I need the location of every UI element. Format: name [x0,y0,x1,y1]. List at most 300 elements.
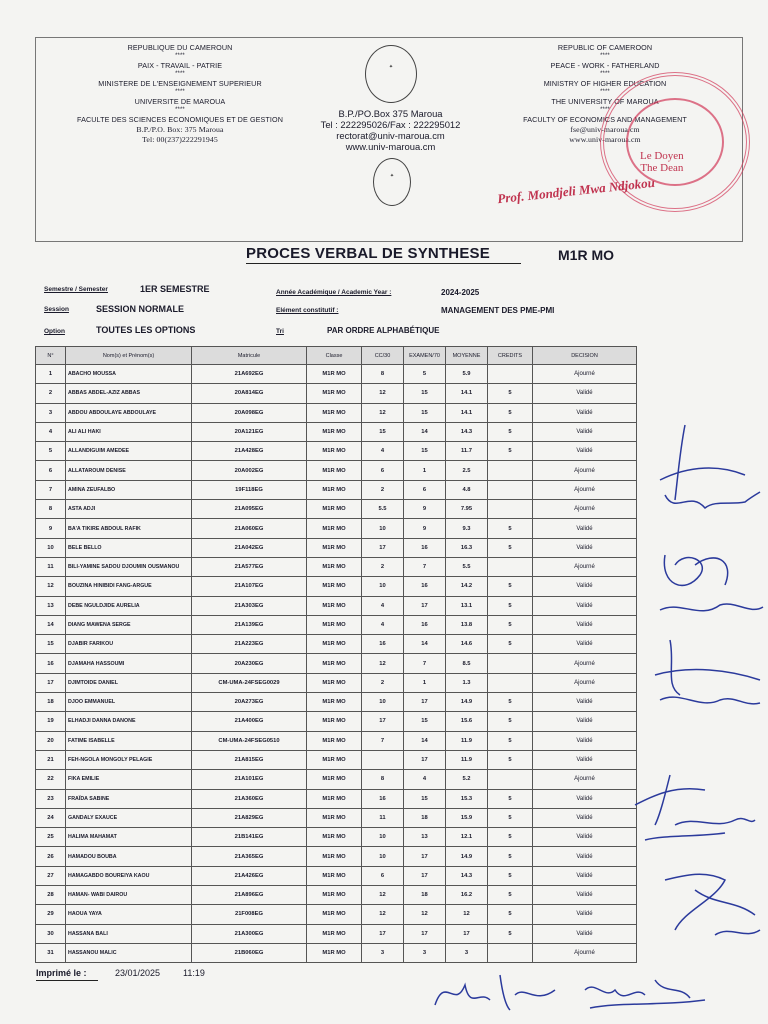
exam-score: 3 [404,943,446,962]
col-matricule-header: Matricule [192,347,307,365]
classe: M1R MO [307,500,362,519]
cc-score: 16 [362,789,404,808]
table-row [36,654,637,673]
option-label: Option [44,328,65,335]
exam-score: 15 [404,442,446,461]
element-label-wrap [276,307,338,314]
average: 15.3 [446,789,488,808]
classe: M1R MO [307,886,362,905]
cc-score: 12 [362,403,404,422]
handwritten-signature-4 [625,765,760,845]
exam-score: 14 [404,731,446,750]
credits: 5 [488,905,533,924]
decision: Ajourné [533,557,637,576]
grades-table [35,346,637,963]
matricule: 20A273EG [192,693,307,712]
option-value-wrap [96,325,195,335]
decision: Validé [533,615,637,634]
student-name: DJABIR FARIKOU [66,635,192,654]
credits [488,654,533,673]
matricule: 21A896EG [192,886,307,905]
row-number: 23 [36,789,66,808]
exam-score: 14 [404,635,446,654]
row-number: 21 [36,750,66,769]
cc-score: 16 [362,635,404,654]
matricule: 21B141EG [192,828,307,847]
university-en: THE UNIVERSITY OF MAROUA [551,97,659,106]
row-number: 6 [36,461,66,480]
credits: 5 [488,577,533,596]
student-name: ALLANDIGUIM AMEDEE [66,442,192,461]
row-number: 11 [36,557,66,576]
stars-separator: **** [175,71,185,77]
table-row [36,731,637,750]
row-number: 17 [36,673,66,692]
matricule: 21A095EG [192,500,307,519]
stamp-dean-text [640,150,684,174]
credits [488,500,533,519]
exam-score: 12 [404,905,446,924]
student-name: DIANG MAWENA SERGE [66,615,192,634]
row-number: 10 [36,538,66,557]
col-moyenne-header: MOYENNE [446,347,488,365]
credits: 5 [488,384,533,403]
classe: M1R MO [307,442,362,461]
classe: M1R MO [307,577,362,596]
cc-score: 6 [362,461,404,480]
average: 9.3 [446,519,488,538]
classe: M1R MO [307,924,362,943]
student-name: HAMAGABDO BOUREIYA KAOU [66,866,192,885]
cc-score: 15 [362,422,404,441]
credits [488,943,533,962]
exam-score: 17 [404,847,446,866]
handwritten-signature-6 [430,965,560,1015]
classe: M1R MO [307,808,362,827]
center-postal-box: B.P./PO.Box 375 Maroua [338,108,443,119]
decision: Ajourné [533,500,637,519]
printed-label: Imprimé le : [36,968,87,978]
website-en: www.univ-maroua.cm [569,135,641,144]
table-row [36,789,637,808]
credits: 5 [488,847,533,866]
stars-separator: **** [600,107,610,113]
handwritten-signature-1 [650,420,768,520]
printed-time: 11:19 [183,968,205,978]
classe: M1R MO [307,789,362,808]
table-row [36,384,637,403]
average: 14.1 [446,403,488,422]
credits: 5 [488,731,533,750]
matricule: 21A060EG [192,519,307,538]
average: 11.7 [446,442,488,461]
matricule: 21A815EG [192,750,307,769]
cc-score: 17 [362,924,404,943]
credits: 5 [488,519,533,538]
student-name: ASTA ADJI [66,500,192,519]
decision: Validé [533,403,637,422]
col-number-header: N° [36,347,66,365]
decision: Validé [533,693,637,712]
student-name: FIKA EMILIE [66,770,192,789]
average: 2.5 [446,461,488,480]
matricule: 20A121EG [192,422,307,441]
average: 14.2 [446,577,488,596]
table-header-row [36,347,637,365]
matricule: 21A360EG [192,789,307,808]
table-row [36,808,637,827]
decision: Ajourné [533,943,637,962]
decision: Validé [533,596,637,615]
student-name: AMINA ZEUFALBO [66,480,192,499]
credits: 5 [488,866,533,885]
exam-score: 16 [404,615,446,634]
average: 4.8 [446,480,488,499]
row-number: 16 [36,654,66,673]
decision: Validé [533,538,637,557]
student-name: DJOO EMMANUEL [66,693,192,712]
table-row [36,712,637,731]
credits: 5 [488,635,533,654]
credits: 5 [488,712,533,731]
matricule: 21A577EG [192,557,307,576]
decision: Validé [533,886,637,905]
average: 12.1 [446,828,488,847]
average: 13.1 [446,596,488,615]
exam-score: 17 [404,924,446,943]
credits: 5 [488,403,533,422]
decision: Validé [533,866,637,885]
cc-score: 5.5 [362,500,404,519]
country-name-en: REPUBLIC OF CAMEROON [557,43,653,52]
average: 14.1 [446,384,488,403]
row-number: 13 [36,596,66,615]
handwritten-signature-7 [580,970,710,1015]
row-number: 30 [36,924,66,943]
classe: M1R MO [307,847,362,866]
cc-score: 8 [362,365,404,384]
tri-value: PAR ORDRE ALPHABÉTIQUE [327,326,440,335]
matricule: CM-UMA-24FSEG0510 [192,731,307,750]
average: 14.9 [446,847,488,866]
cc-score: 17 [362,712,404,731]
row-number: 29 [36,905,66,924]
row-number: 31 [36,943,66,962]
classe: M1R MO [307,596,362,615]
classe: M1R MO [307,615,362,634]
row-number: 9 [36,519,66,538]
decision: Validé [533,750,637,769]
decision: Validé [533,712,637,731]
matricule: 21A428EG [192,442,307,461]
student-name: BELE BELLO [66,538,192,557]
row-number: 24 [36,808,66,827]
student-name: DEBE NGULDJIDE AURELIA [66,596,192,615]
exam-score: 17 [404,750,446,769]
stars-separator: **** [175,89,185,95]
class-code: M1R MO [558,247,614,263]
cc-score: 10 [362,847,404,866]
matricule: 20A098EG [192,403,307,422]
classe: M1R MO [307,750,362,769]
table-row [36,943,637,962]
faculty-logo: ✦ [373,158,411,206]
cc-score [362,750,404,769]
annee-label: Année Académique / Academic Year : [276,289,392,296]
annee-label-wrap [276,289,391,296]
option-label-wrap [44,328,65,335]
credits [488,673,533,692]
decision: Ajourné [533,480,637,499]
dean-signature: Prof. Mondjeli Mwa Ndjokou [496,174,656,207]
matricule: 21A300EG [192,924,307,943]
decision: Validé [533,442,637,461]
classe: M1R MO [307,943,362,962]
decision: Validé [533,384,637,403]
exam-score: 7 [404,654,446,673]
cc-score: 4 [362,615,404,634]
student-name: BILI-YAMINE SADOU DJOUMIN OUSMANOU [66,557,192,576]
email-en: fse@univ-maroua.cm [570,125,640,134]
matricule: 21B060EG [192,943,307,962]
decision: Validé [533,789,637,808]
decision: Validé [533,847,637,866]
stars-separator: **** [600,71,610,77]
annee-value-wrap [441,288,479,297]
table-row [36,635,637,654]
faculty-en: FACULTY OF ECONOMICS AND MANAGEMENT [523,115,687,124]
table-row [36,886,637,905]
average: 14.3 [446,422,488,441]
classe: M1R MO [307,480,362,499]
table-row [36,480,637,499]
row-number: 20 [36,731,66,750]
decision: Ajourné [533,365,637,384]
decision: Validé [533,731,637,750]
student-name: ABBAS ABDEL-AZIZ ABBAS [66,384,192,403]
table-row [36,461,637,480]
table-row [36,828,637,847]
average: 17 [446,924,488,943]
classe: M1R MO [307,693,362,712]
table-row [36,500,637,519]
decision: Validé [533,828,637,847]
session-label-wrap [44,306,69,313]
university-logo: ✦ [365,45,417,103]
session-label: Session [44,306,69,313]
average: 15.6 [446,712,488,731]
classe: M1R MO [307,403,362,422]
ministry-en: MINISTRY OF HIGHER EDUCATION [543,79,667,88]
classe: M1R MO [307,635,362,654]
matricule: 21A829EG [192,808,307,827]
stamp-line-fr: Le Doyen [640,150,684,162]
tri-label: Tri [276,328,284,335]
center-phone-fax: Tel : 222295026/Fax : 222295012 [320,119,461,130]
average: 11.9 [446,731,488,750]
exam-score: 9 [404,519,446,538]
credits [488,480,533,499]
university-fr: UNIVERSITE DE MAROUA [134,97,226,106]
decision: Validé [533,422,637,441]
table-row [36,673,637,692]
row-number: 1 [36,365,66,384]
row-number: 3 [36,403,66,422]
row-number: 4 [36,422,66,441]
exam-score: 18 [404,808,446,827]
average: 14.6 [446,635,488,654]
credits: 5 [488,924,533,943]
credits: 5 [488,442,533,461]
classe: M1R MO [307,731,362,750]
center-website: www.univ-maroua.cm [345,141,436,152]
average: 11.9 [446,750,488,769]
row-number: 26 [36,847,66,866]
motto-en: PEACE - WORK - FATHERLAND [550,61,660,70]
cc-score: 12 [362,654,404,673]
handwritten-signature-3 [650,635,765,720]
faculty-fr: FACULTE DES SCIENCES ECONOMIQUES ET DE GESTION [76,115,284,124]
student-name: HALIMA MAHAMAT [66,828,192,847]
header-center-contact [308,108,473,152]
classe: M1R MO [307,770,362,789]
table-row [36,615,637,634]
col-cc-header: CC/30 [362,347,404,365]
credits: 5 [488,422,533,441]
credits: 5 [488,615,533,634]
student-name: FEH-NGOLA MONGOLY PELAGIE [66,750,192,769]
exam-score: 15 [404,384,446,403]
exam-score: 1 [404,673,446,692]
row-number: 22 [36,770,66,789]
exam-score: 17 [404,596,446,615]
row-number: 19 [36,712,66,731]
decision: Ajourné [533,654,637,673]
average: 13.8 [446,615,488,634]
cc-score: 7 [362,731,404,750]
matricule: 21A042EG [192,538,307,557]
row-number: 15 [36,635,66,654]
student-name: ELHADJI DANNA DANONE [66,712,192,731]
classe: M1R MO [307,905,362,924]
credits [488,557,533,576]
semestre-value-wrap [140,284,210,294]
col-classe-header: Classe [307,347,362,365]
table-row [36,866,637,885]
table-row [36,538,637,557]
credits: 5 [488,596,533,615]
row-number: 2 [36,384,66,403]
ministry-fr: MINISTERE DE L'ENSEIGNEMENT SUPERIEUR [98,79,262,88]
session-value: SESSION NORMALE [96,304,185,314]
exam-score: 15 [404,403,446,422]
credits: 5 [488,828,533,847]
stars-separator: **** [600,53,610,59]
student-name: HAMADOU BOUBA [66,847,192,866]
exam-score: 17 [404,866,446,885]
country-name-fr: REPUBLIQUE DU CAMEROUN [127,43,233,52]
average: 1.3 [446,673,488,692]
exam-score: 14 [404,422,446,441]
decision: Ajourné [533,770,637,789]
row-number: 12 [36,577,66,596]
matricule: 21A107EG [192,577,307,596]
matricule: 21A426EG [192,866,307,885]
row-number: 25 [36,828,66,847]
table-row [36,770,637,789]
student-name: GANDALY EXAUCE [66,808,192,827]
table-row [36,924,637,943]
average: 3 [446,943,488,962]
stars-separator: **** [600,89,610,95]
classe: M1R MO [307,538,362,557]
row-number: 14 [36,615,66,634]
classe: M1R MO [307,712,362,731]
decision: Validé [533,924,637,943]
row-number: 5 [36,442,66,461]
classe: M1R MO [307,654,362,673]
student-name: DJIMTOIDE DANIEL [66,673,192,692]
annee-value: 2024-2025 [441,288,480,297]
cc-score: 2 [362,673,404,692]
classe: M1R MO [307,866,362,885]
element-value: MANAGEMENT DES PME-PMI [441,306,555,315]
exam-score: 16 [404,538,446,557]
exam-score: 15 [404,712,446,731]
matricule: 21F008EG [192,905,307,924]
col-credits-header: CREDITS [488,347,533,365]
average: 8.5 [446,654,488,673]
document-title: PROCES VERBAL DE SYNTHESE [246,245,490,262]
postal-box-fr: B.P./P.O. Box: 375 Maroua [136,125,224,134]
student-name: FRAÏDA SABINE [66,789,192,808]
exam-score: 15 [404,789,446,808]
table-row [36,596,637,615]
student-name: HASSANA BALI [66,924,192,943]
table-row [36,847,637,866]
classe: M1R MO [307,422,362,441]
classe: M1R MO [307,828,362,847]
credits [488,365,533,384]
average: 16.3 [446,538,488,557]
classe: M1R MO [307,519,362,538]
student-name: BA'A TIKIRE ABDOUL RAFIK [66,519,192,538]
average: 5.9 [446,365,488,384]
tri-label-wrap [276,328,284,335]
average: 7.95 [446,500,488,519]
semestre-value: 1ER SEMESTRE [140,284,210,294]
exam-score: 9 [404,500,446,519]
decision: Validé [533,635,637,654]
exam-score: 7 [404,557,446,576]
classe: M1R MO [307,673,362,692]
student-name: ABACHO MOUSSA [66,365,192,384]
matricule: 21A139EG [192,615,307,634]
credits [488,461,533,480]
center-email: rectorat@univ-maroua.cm [336,130,445,141]
cc-score: 4 [362,442,404,461]
handwritten-signature-5 [655,860,765,950]
exam-score: 13 [404,828,446,847]
header-left-block [60,42,300,145]
credits: 5 [488,886,533,905]
row-number: 28 [36,886,66,905]
table-row [36,442,637,461]
classe: M1R MO [307,365,362,384]
table-row [36,422,637,441]
decision: Validé [533,519,637,538]
credits: 5 [488,538,533,557]
